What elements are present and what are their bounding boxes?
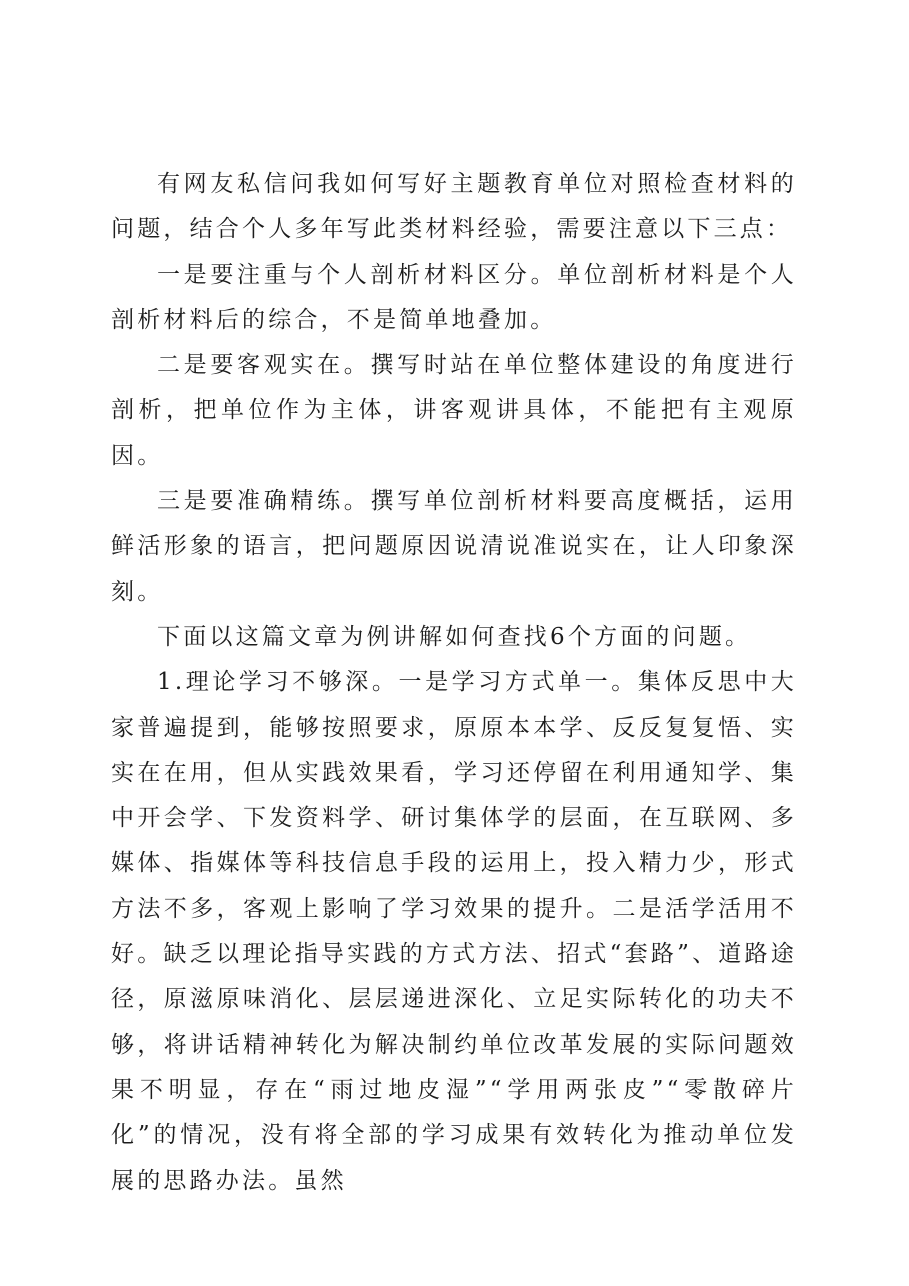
paragraph-point-three: 三是要准确精练。撰写单位剖析材料要高度概括，运用鲜活形象的语言，把问题原因说清说准说实在，让人印象深刻。	[111, 488, 797, 605]
document-body	[111, 162, 797, 1204]
paragraph-example-intro: 下面以这篇文章为例讲解如何查找6个方面的问题。	[157, 623, 752, 650]
paragraph-intro: 有网友私信问我如何写好主题教育单位对照检查材料的问题，结合个人多年写此类材料经验，需要注意以下三点：	[111, 171, 797, 243]
paragraph-theory-study: 1.理论学习不够深。一是学习方式单一。集体反思中大家普遍提到，能够按照要求，原原本本学、反反复复悟、实实在在用，但从实践效果看，学习还停留在利用通知学、集中开会学、下发资料学、研讨集体学的层面，在互联网、多媒体、指媒体等科技信息手段的运用上，投入精力少，形式方法不多，客观上影响了学习效果的提升。二是活学活用不好。缺乏以理论指导实践的方式方法、招式“套路”、道路途径，原滋原味消化、层层递进深化、立足实际转化的功夫不够，将讲话精神转化为解决制约单位改革发展的实际问题效果不明显，存在“雨过地皮湿”“学用两张皮”“零散碎片化”的情况，没有将全部的学习成果有效转化为推动单位发展的思路办法。虽然	[111, 669, 797, 1194]
paragraph-point-one: 一是要注重与个人剖析材料区分。单位剖析材料是个人剖析材料后的综合，不是简单地叠加。	[111, 261, 797, 333]
paragraph-point-two: 二是要客观实在。撰写时站在单位整体建设的角度进行剖析，把单位作为主体，讲客观讲具体，不能把有主观原因。	[111, 352, 797, 469]
